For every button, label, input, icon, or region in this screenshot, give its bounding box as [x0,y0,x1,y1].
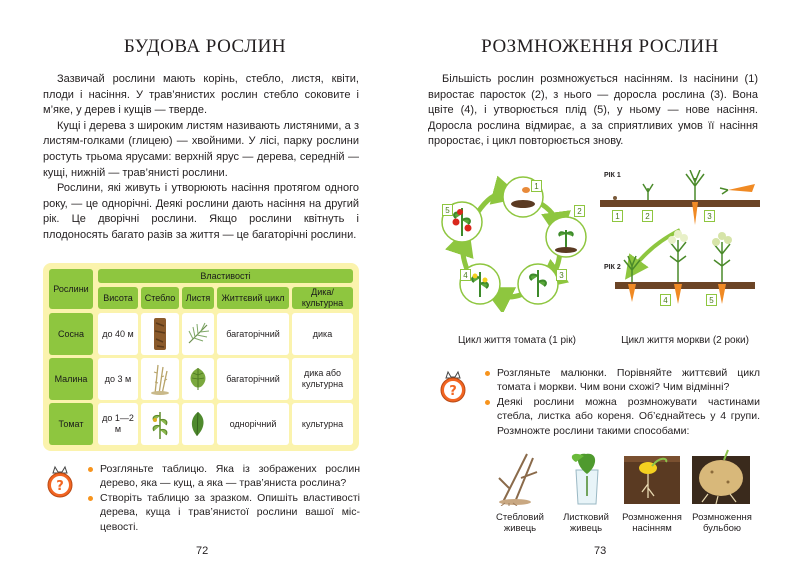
table-cell-height: до 1—2 м [98,403,138,445]
table-col-header: Дика/ культурна [292,287,353,309]
step-number: 5 [442,204,453,216]
list-item: Розгляньте малюнки. Порівняйте життєвий цикл томата і моркви. Чим вони схожі? Чим відмінні? [485,366,760,395]
table-row-name: Томат [49,403,93,445]
task-list-left [88,462,360,534]
tomato-stem-image [141,403,179,445]
list-item: Деякі рослини можна розмножувати частинами стебла, листка або кореня. Об’єднайтесь у 4 групи. Розмножте рослини такими способами: [485,395,760,438]
page-title-right: РОЗМНОЖЕННЯ РОСЛИН [481,36,719,57]
table-row-name: Малина [49,358,93,400]
year-2-label: РІК 2 [604,264,621,271]
caption-carrot: Цикл життя моркви (2 роки) [621,335,749,346]
table-col-header: Листя [182,287,214,309]
step-number: 1 [531,180,542,192]
table-row-name: Сосна [49,313,93,355]
table-cell-cycle: однорічний [217,403,289,445]
method-label: Листковий живець [563,512,609,534]
intro-text [43,72,359,244]
paragraph: Зазвичай рослини мають корінь, стебло, листя, квіти, плоди і насіння. У трав’янистих рослин стебло соковите і м’яке, у дерев і кущів — тверде. [43,73,359,117]
raspberry-leaf-image [182,358,214,400]
caption-tomato: Цикл життя томата (1 рік) [458,335,576,346]
step-number: 1 [612,210,623,222]
list-item: Розгляньте таблицю. Яка із зображених рослин дерево, яка — кущ, а яка — трав’яниста рослина? [88,462,360,491]
table-header-props: Властивості [98,269,353,283]
step-number: 5 [706,294,717,306]
properties-table [43,263,359,451]
method-label: Розмноження бульбою [692,512,752,534]
intro-text [428,72,758,150]
pine-stem-image [141,313,179,355]
table-cell-type: культурна [292,403,353,445]
paragraph: Рослини, які живуть і утворюють насіння протягом одного року, — це однорічні. Деякі рослини дають насіння на другий рік. Це дворічні рослини. Якщо рослини квітнуть і плодоносять багато разів за життя — це багаторічні рослини. [43,182,359,241]
tomato-cycle-diagram [438,172,588,312]
stem-cutting-image [493,448,555,506]
list-item: Створіть таблицю за зразком. Опишіть властивості дерева, куща і трав’янистої рослини вашої місцевості. [88,491,360,534]
pine-needles-image [182,313,214,355]
table-cell-height: до 40 м [98,313,138,355]
paragraph: Кущі і дерева з широким листям називають листяними, а з листям-голками (глицею) — хвойними. У лісі, парку рослини ростуть трьома ярусами: верхній ярус — дерева, середній — кущі, нижній — трав’янисті рослини. [43,119,359,179]
method-label: Розмноження насінням [622,512,682,534]
paragraph: Більшість рослин розмножується насінням. Із насінини (1) виростає паросток (2), з нього — доросла рослина (3). Вона цвіте (4), і утворюється плід (5), у ньому — нове насіння. Доросла рослина відмирає, а за сприятливих умов її насіння проростає, і цикл повторюється знову. [428,73,758,148]
step-number: 3 [556,269,567,281]
svg-text:?: ? [56,479,64,494]
step-number: 2 [642,210,653,222]
svg-text:?: ? [449,384,457,399]
page-title-left: БУДОВА РОСЛИН [123,36,287,57]
table-col-header: Стебло [141,287,179,309]
table-cell-type: дика або культурна [292,358,353,400]
step-number: 2 [574,205,585,217]
step-number: 4 [460,269,471,281]
page-number-left: 72 [196,545,209,557]
method-label: Стебловий живець [496,512,544,534]
question-icon [438,370,468,404]
leaf-cutting-image [562,448,612,506]
page-right [400,0,800,577]
seed-propagation-image [622,448,682,506]
page-number-right: 73 [594,545,607,557]
table-cell-type: дика [292,313,353,355]
tomato-leaf-image [182,403,214,445]
step-number: 4 [660,294,671,306]
table-cell-height: до 3 м [98,358,138,400]
table-cell-cycle: багаторічний [217,358,289,400]
year-1-label: РІК 1 [604,172,621,179]
task-list-right [485,366,760,438]
table-col-header: Висота [98,287,138,309]
step-number: 3 [704,210,715,222]
question-icon [45,465,75,499]
table-col-header: Життєвий цикл [217,287,289,309]
raspberry-stem-image [141,358,179,400]
table-cell-cycle: багаторічний [217,313,289,355]
tuber-propagation-image [690,448,752,506]
carrot-cycle-diagram [600,170,765,315]
table-header-plants: Рослини [49,269,93,309]
